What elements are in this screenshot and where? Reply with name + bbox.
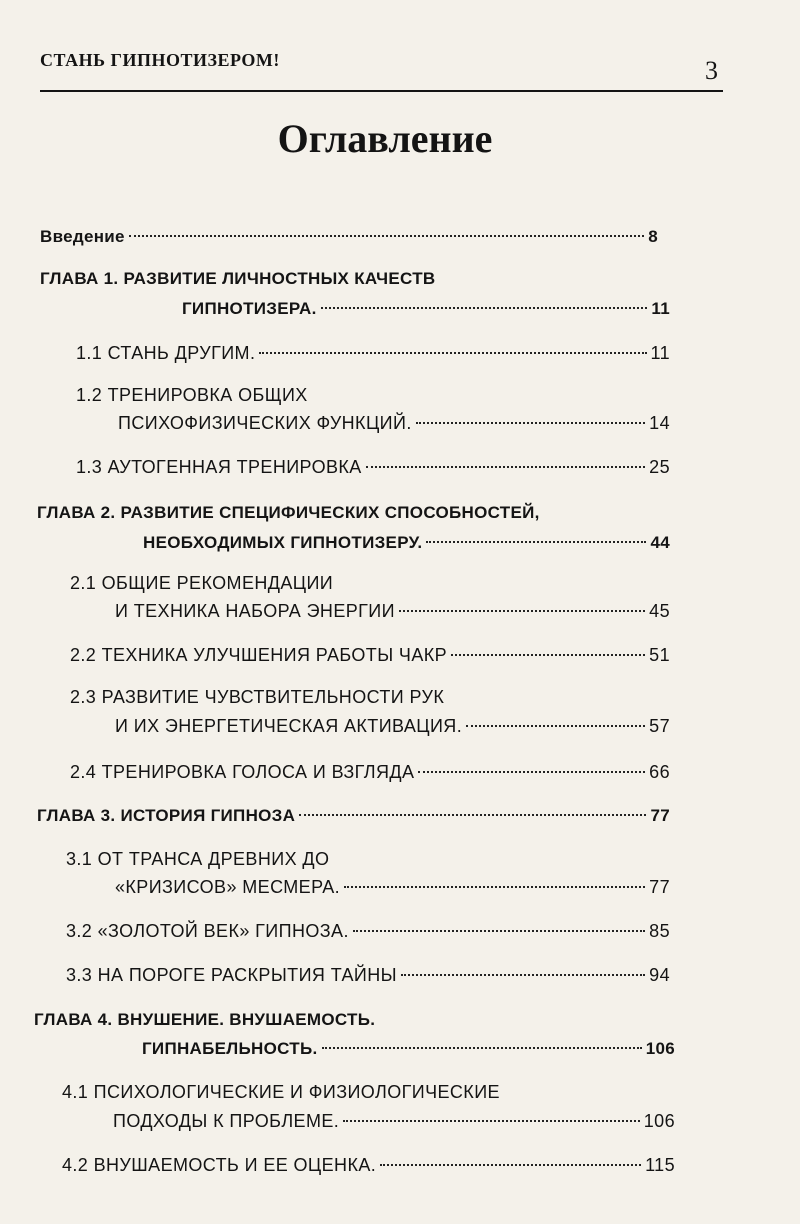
toc-entry-line	[70, 640, 670, 670]
dot-leader	[299, 813, 646, 816]
page-number: 3	[705, 56, 718, 85]
running-title: СТАНЬ ГИПНОТИЗЕРОМ!	[40, 50, 280, 70]
toc-entry-title: 1.2 ТРЕНИРОВКА ОБЩИХ	[76, 385, 308, 405]
dot-leader	[426, 540, 646, 543]
toc-title: Оглавление	[277, 116, 493, 161]
toc-entry-line	[118, 408, 670, 438]
toc-entry-line	[76, 452, 670, 482]
toc-page-number: 11	[651, 299, 670, 318]
dot-leader	[380, 1163, 641, 1166]
toc-page-number: 25	[649, 457, 670, 477]
toc-page-number: 115	[645, 1155, 675, 1175]
toc-page-number: 44	[650, 533, 670, 552]
toc-entry-title: 3.1 ОТ ТРАНСА ДРЕВНИХ ДО	[66, 849, 330, 869]
toc-page-number: 106	[643, 1111, 675, 1131]
toc-entry-title: 2.2 ТЕХНИКА УЛУЧШЕНИЯ РАБОТЫ ЧАКР	[70, 645, 448, 665]
toc-entry-title: И ТЕХНИКА НАБОРА ЭНЕРГИИ	[115, 601, 395, 621]
toc-entry-title: 4.1 ПСИХОЛОГИЧЕСКИЕ И ФИЗИОЛОГИЧЕСКИЕ	[62, 1082, 500, 1102]
toc-entry-title: ГЛАВА 4. ВНУШЕНИЕ. ВНУШАЕМОСТЬ.	[34, 1010, 376, 1029]
toc-page-number: 51	[649, 645, 670, 665]
toc-entry-line	[70, 757, 670, 787]
toc-entry-line	[115, 711, 670, 741]
dot-leader	[399, 609, 645, 612]
toc-entry-title: 2.1 ОБЩИЕ РЕКОМЕНДАЦИИ	[70, 573, 334, 593]
toc-entry-title: Введение	[40, 227, 125, 246]
dot-leader	[451, 653, 645, 656]
toc-entry-line	[142, 1034, 675, 1064]
toc-page-number: 11	[650, 343, 670, 363]
dot-leader	[322, 1046, 642, 1049]
toc-entry-title: 3.2 «ЗОЛОТОЙ ВЕК» ГИПНОЗА.	[66, 921, 349, 941]
dot-leader	[129, 234, 644, 237]
toc-entry-title: ПОДХОДЫ К ПРОБЛЕМЕ.	[113, 1111, 340, 1131]
toc-entry-title: 2.4 ТРЕНИРОВКА ГОЛОСА И ВЗГЛЯДА	[70, 762, 415, 782]
dot-leader	[259, 351, 646, 354]
dot-leader	[401, 973, 645, 976]
toc-entry-title: ГИПНАБЕЛЬНОСТЬ.	[142, 1039, 318, 1058]
dot-leader	[353, 929, 645, 932]
dot-leader	[416, 421, 645, 424]
toc-page-number: 45	[649, 601, 670, 621]
toc-page-number: 8	[648, 227, 658, 246]
toc-page-number: 57	[649, 716, 670, 736]
toc-entry-title: «КРИЗИСОВ» МЕСМЕРА.	[115, 877, 341, 897]
toc-page-number: 14	[649, 413, 670, 433]
toc-entry-title: ГИПНОТИЗЕРА.	[182, 299, 317, 318]
toc-entry-line	[143, 528, 670, 558]
toc-entry-title: 4.2 ВНУШАЕМОСТЬ И ЕЕ ОЦЕНКА.	[62, 1155, 377, 1175]
dot-leader	[466, 724, 645, 727]
toc-entry-title: 1.1 СТАНЬ ДРУГИМ.	[76, 343, 256, 363]
toc-entry-line	[115, 596, 670, 626]
toc-page-number: 106	[645, 1039, 675, 1058]
toc-entry-line	[66, 960, 670, 990]
toc-page-number: 77	[649, 877, 670, 897]
toc-page-number: 77	[650, 806, 670, 825]
toc-entry-line	[115, 872, 670, 902]
dot-leader	[418, 770, 645, 773]
toc-page-number: 66	[649, 762, 670, 782]
toc-entry-line	[62, 1150, 675, 1180]
header-rule	[40, 90, 723, 92]
toc-entry-line	[66, 916, 670, 946]
toc-page-number: 85	[649, 921, 670, 941]
dot-leader	[321, 306, 648, 309]
toc-entry-title: ГЛАВА 3. ИСТОРИЯ ГИПНОЗА	[37, 806, 296, 825]
toc-entry-title: И ИХ ЭНЕРГЕТИЧЕСКАЯ АКТИВАЦИЯ.	[115, 716, 463, 736]
dot-leader	[366, 465, 646, 468]
toc-entry-title: 3.3 НА ПОРОГЕ РАСКРЫТИЯ ТАЙНЫ	[66, 965, 397, 985]
toc-entry-line	[182, 294, 670, 324]
toc-entry-title: ПСИХОФИЗИЧЕСКИХ ФУНКЦИЙ.	[118, 413, 412, 433]
toc-entry-line	[40, 222, 658, 252]
dot-leader	[344, 885, 645, 888]
toc-entry-line	[76, 338, 670, 368]
toc-entry-title: 1.3 АУТОГЕННАЯ ТРЕНИРОВКА	[76, 457, 362, 477]
toc-entry-line	[37, 801, 670, 831]
toc-entry-title: 2.3 РАЗВИТИЕ ЧУВСТВИТЕЛЬНОСТИ РУК	[70, 687, 445, 707]
toc-entry-title: ГЛАВА 2. РАЗВИТИЕ СПЕЦИФИЧЕСКИХ СПОСОБНОСТЕЙ,	[37, 503, 540, 522]
dot-leader	[343, 1119, 640, 1122]
toc-entry-title: ГЛАВА 1. РАЗВИТИЕ ЛИЧНОСТНЫХ КАЧЕСТВ	[40, 269, 436, 288]
toc-entry-title: НЕОБХОДИМЫХ ГИПНОТИЗЕРУ.	[143, 533, 423, 552]
toc-page-number: 94	[649, 965, 670, 985]
toc-entry-line	[113, 1106, 675, 1136]
